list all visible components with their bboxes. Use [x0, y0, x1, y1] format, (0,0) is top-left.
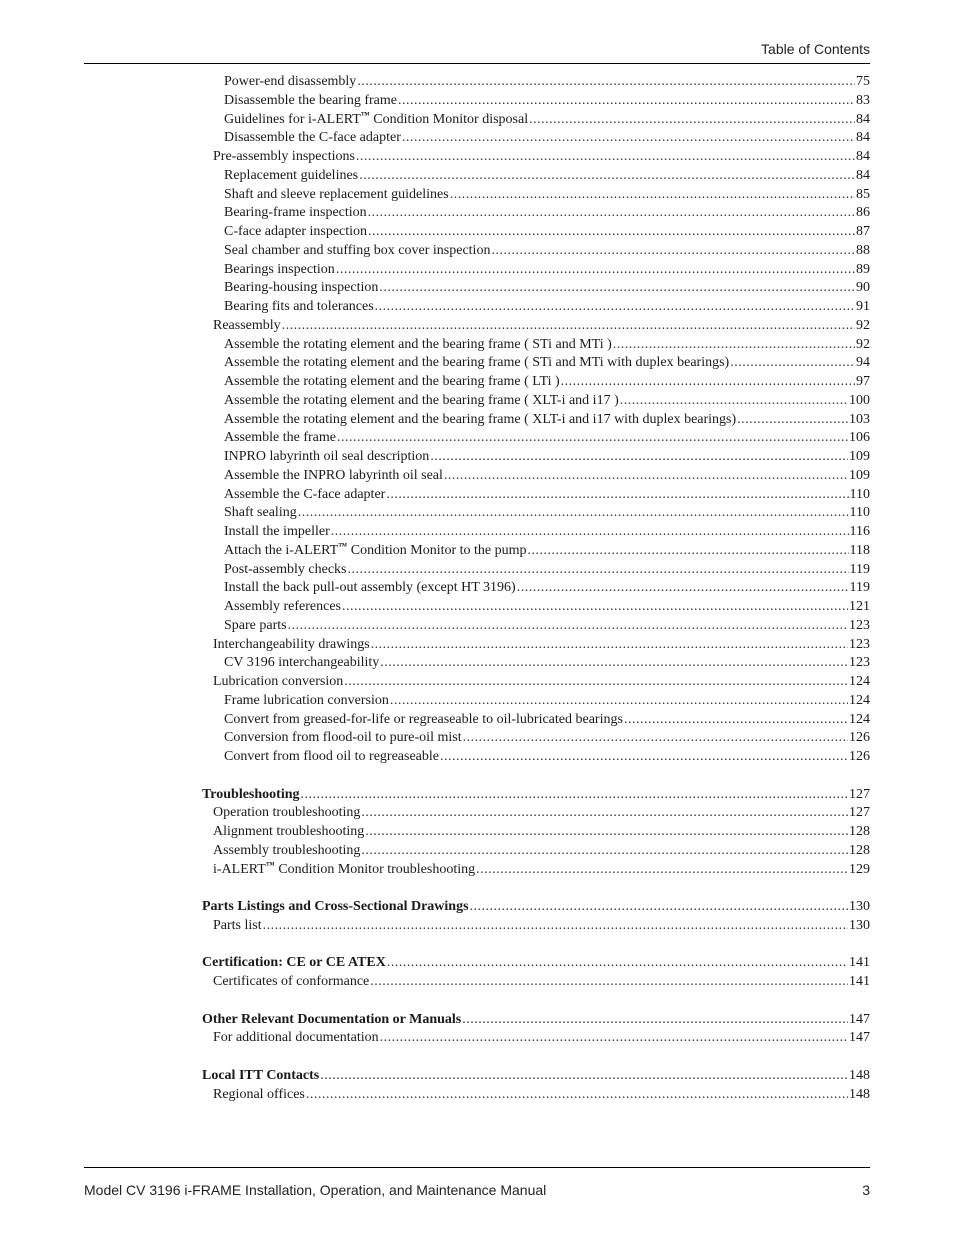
toc-entry-page-number: 86 [856, 205, 870, 221]
toc-entry-page-number: 106 [849, 430, 870, 446]
toc-entry[interactable] [224, 654, 870, 672]
toc-entry[interactable] [202, 1011, 870, 1029]
toc-entry-label: CV 3196 interchangeability [224, 655, 380, 671]
toc-entry[interactable] [224, 429, 870, 447]
toc-dot-leader [450, 186, 855, 204]
toc-dot-leader [390, 692, 848, 710]
toc-entry-page-number: 123 [849, 636, 870, 652]
toc-entry-label: Attach the i-ALERT™ Condition Monitor to the pump [224, 541, 527, 558]
toc-dot-leader [470, 898, 848, 916]
toc-entry[interactable] [224, 486, 870, 504]
toc-dot-leader [402, 129, 855, 147]
toc-entry-page-number: 110 [849, 505, 870, 521]
toc-entry-page-number: 85 [856, 186, 870, 202]
toc-entry[interactable] [224, 336, 870, 354]
toc-entry-label: Assemble the rotating element and the bearing frame ( LTi ) [224, 374, 560, 389]
toc-entry-page-number: 124 [849, 674, 870, 689]
toc-dot-leader [561, 373, 855, 391]
toc-dot-leader [620, 392, 848, 410]
toc-dot-leader [529, 111, 855, 129]
toc-entry-page-number: 84 [856, 130, 870, 146]
toc-dot-leader [463, 729, 848, 747]
toc-entry[interactable] [213, 842, 870, 860]
toc-entry-page-number: 87 [856, 224, 870, 239]
toc-entry-page-number: 130 [849, 917, 870, 933]
toc-entry-page-number: 148 [849, 1086, 870, 1102]
toc-entry-page-number: 110 [849, 486, 870, 502]
toc-entry-label: Other Relevant Documentation or Manuals [202, 1011, 462, 1027]
toc-entry[interactable] [224, 523, 870, 541]
toc-entry-label: Power-end disassembly [224, 74, 357, 89]
toc-entry-page-number: 88 [856, 242, 870, 258]
toc-entry-label: Convert from flood oil to regreaseable [224, 749, 439, 764]
toc-entry-page-number: 129 [849, 861, 870, 877]
toc-entry-label: Assemble the rotating element and the bearing frame ( XLT-i and i17 ) [224, 392, 619, 408]
toc-dot-leader [375, 298, 855, 316]
toc-dot-leader [342, 598, 848, 616]
toc-entry[interactable] [224, 542, 870, 560]
toc-dot-leader [344, 673, 848, 691]
toc-entry-label: Parts Listings and Cross-Sectional Drawings [202, 899, 469, 914]
toc-entry[interactable] [224, 73, 870, 91]
toc-dot-leader [320, 1067, 848, 1085]
toc-entry[interactable] [224, 204, 870, 222]
toc-dot-leader [306, 1086, 848, 1104]
toc-entry-page-number: 127 [849, 786, 870, 802]
toc-entry-page-number: 119 [849, 580, 870, 596]
toc-entry-label: Replacement guidelines [224, 167, 359, 183]
toc-entry-page-number: 123 [849, 655, 870, 671]
toc-entry-page-number: 141 [849, 955, 870, 971]
toc-dot-leader [444, 467, 848, 485]
toc-entry[interactable] [224, 279, 870, 297]
toc-dot-leader [282, 317, 855, 335]
toc-dot-leader [368, 223, 855, 241]
toc-entry[interactable] [224, 411, 870, 429]
toc-entry[interactable] [224, 729, 870, 747]
toc-dot-leader [298, 504, 849, 522]
toc-entry-label: Shaft sealing [224, 505, 297, 521]
toc-dot-leader [517, 579, 849, 597]
toc-dot-leader [491, 242, 855, 260]
toc-dot-leader [331, 523, 849, 541]
toc-entry-page-number: 100 [849, 392, 870, 408]
toc-entry-label: Spare parts [224, 617, 287, 633]
toc-entry-label: Regional offices [213, 1086, 305, 1102]
toc-entry-label: Shaft and sleeve replacement guidelines [224, 186, 449, 202]
toc-entry-page-number: 130 [849, 899, 870, 914]
toc-dot-leader [613, 336, 855, 354]
toc-entry-label: Frame lubrication conversion [224, 692, 389, 708]
toc-entry[interactable] [224, 92, 870, 110]
toc-entry-label: Assemble the rotating element and the bearing frame ( STi and MTi with duplex bearings) [224, 355, 730, 371]
toc-entry[interactable] [213, 861, 870, 879]
toc-entry[interactable] [224, 167, 870, 185]
toc-dot-leader [365, 823, 848, 841]
toc-entry-page-number: 128 [849, 842, 870, 858]
toc-entry-label: Certificates of conformance [213, 974, 370, 989]
toc-entry-page-number: 84 [856, 167, 870, 183]
toc-entry-label: Reassembly [213, 317, 281, 333]
footer-manual-title: Model CV 3196 i-FRAME Installation, Operation, and Maintenance Manual [84, 1182, 547, 1198]
toc-entry-page-number: 121 [849, 599, 870, 614]
toc-entry-page-number: 123 [849, 617, 870, 633]
toc-entry-label: Conversion from flood-oil to pure-oil mist [224, 730, 462, 746]
toc-dot-leader [347, 561, 848, 579]
toc-dot-leader [336, 261, 855, 279]
toc-entry[interactable] [224, 748, 870, 766]
toc-entry[interactable] [213, 148, 870, 166]
toc-dot-leader [368, 204, 855, 222]
toc-dot-leader [440, 748, 848, 766]
toc-entry[interactable] [213, 823, 870, 841]
toc-dot-leader [371, 636, 848, 654]
toc-entry-label: Troubleshooting [202, 786, 300, 802]
toc-entry-label: i-ALERT™ Condition Monitor troubleshooting [213, 860, 476, 877]
toc-dot-leader [380, 654, 848, 672]
toc-entry-page-number: 97 [856, 374, 870, 389]
toc-entry[interactable] [202, 954, 870, 972]
toc-entry[interactable] [224, 561, 870, 579]
toc-entry-label: Seal chamber and stuffing box cover inspection [224, 242, 491, 258]
toc-entry-label: Install the back pull-out assembly (except HT 3196) [224, 580, 516, 596]
toc-entry-label: Bearings inspection [224, 261, 335, 277]
toc-dot-leader [462, 1011, 848, 1029]
toc-entry-page-number: 118 [849, 542, 870, 558]
toc-entry-label: Lubrication conversion [213, 674, 344, 689]
toc-entry-label: Alignment troubleshooting [213, 824, 365, 839]
page-footer [84, 1167, 870, 1198]
toc-dot-leader [430, 448, 848, 466]
toc-entry[interactable] [213, 917, 870, 935]
toc-entry[interactable] [224, 617, 870, 635]
toc-entry-label: Disassemble the C-face adapter [224, 130, 401, 146]
header-title: Table of Contents [761, 41, 870, 57]
footer-page-number: 3 [862, 1182, 870, 1198]
toc-entry[interactable] [213, 1029, 870, 1047]
toc-entry[interactable] [224, 392, 870, 410]
toc-entry[interactable] [224, 223, 870, 241]
toc-entry-label: INPRO labyrinth oil seal description [224, 449, 430, 464]
toc-entry-page-number: 116 [849, 524, 870, 539]
toc-entry-label: Assemble the C-face adapter [224, 486, 386, 502]
toc-entry-page-number: 128 [849, 824, 870, 839]
toc-entry[interactable] [224, 111, 870, 129]
toc-entry-label: Assemble the rotating element and the bearing frame ( XLT-i and i17 with duplex bearings) [224, 411, 737, 427]
toc-entry-label: Assembly references [224, 599, 342, 614]
toc-entry-page-number: 84 [856, 149, 870, 164]
toc-entry-page-number: 124 [849, 711, 870, 727]
toc-entry[interactable] [224, 579, 870, 597]
toc-entry-page-number: 92 [856, 336, 870, 352]
toc-entry[interactable] [202, 1067, 870, 1085]
toc-entry-label: Disassemble the bearing frame [224, 92, 397, 108]
toc-entry-page-number: 91 [856, 299, 870, 314]
toc-dot-leader [476, 861, 848, 879]
toc-entry[interactable] [224, 129, 870, 147]
toc-entry-label: Convert from greased-for-life or regreaseable to oil-lubricated bearings [224, 711, 623, 727]
toc-dot-leader [387, 954, 848, 972]
toc-dot-leader [357, 73, 855, 91]
toc-entry-page-number: 109 [849, 449, 870, 464]
toc-entry-page-number: 75 [856, 74, 870, 89]
toc-dot-leader [730, 354, 855, 372]
toc-entry-label: Bearing fits and tolerances [224, 299, 374, 314]
toc-entry-label: Bearing-frame inspection [224, 205, 367, 221]
toc-entry-page-number: 141 [849, 974, 870, 989]
toc-entry-label: Assembly troubleshooting [213, 842, 361, 858]
toc-entry[interactable] [213, 317, 870, 335]
toc-entry-page-number: 92 [856, 317, 870, 333]
toc-entry-label: C-face adapter inspection [224, 224, 368, 239]
toc-dot-leader [263, 917, 848, 935]
toc-dot-leader [359, 167, 855, 185]
toc-dot-leader [624, 711, 848, 729]
toc-dot-leader [361, 842, 848, 860]
toc-entry[interactable] [224, 373, 870, 391]
toc-dot-leader [386, 486, 848, 504]
toc-entry-page-number: 103 [849, 411, 870, 427]
toc-entry[interactable] [224, 186, 870, 204]
toc-entry[interactable] [224, 467, 870, 485]
toc-dot-leader [380, 1029, 848, 1047]
toc-entry[interactable] [213, 804, 870, 822]
toc-dot-leader [301, 786, 848, 804]
toc-entry-page-number: 90 [856, 280, 870, 296]
toc-entry-label: Post-assembly checks [224, 561, 347, 577]
toc-dot-leader [528, 542, 849, 560]
toc-entry-label: Certification: CE or CE ATEX [202, 955, 386, 971]
toc-entry[interactable] [224, 242, 870, 260]
toc-entry-page-number: 83 [856, 92, 870, 108]
toc-dot-leader [379, 279, 855, 297]
toc-entry-page-number: 109 [849, 467, 870, 483]
toc-entry[interactable] [224, 448, 870, 466]
toc-entry[interactable] [224, 598, 870, 616]
toc-entry[interactable] [202, 898, 870, 916]
toc-entry-page-number: 84 [856, 111, 870, 127]
toc-entry-label: Parts list [213, 917, 262, 933]
toc-entry[interactable] [224, 504, 870, 522]
toc-entry[interactable] [213, 636, 870, 654]
toc-entry[interactable] [224, 354, 870, 372]
toc-entry[interactable] [224, 298, 870, 316]
toc-entry[interactable] [224, 692, 870, 710]
toc-entry[interactable] [213, 673, 870, 691]
toc-dot-leader [737, 411, 848, 429]
toc-entry-label: Guidelines for i-ALERT™ Condition Monitor disposal [224, 110, 529, 127]
toc-entry-label: Assemble the frame [224, 430, 336, 446]
toc-entry[interactable] [224, 711, 870, 729]
toc-entry-page-number: 126 [849, 749, 870, 764]
toc-entry-page-number: 147 [849, 1011, 870, 1027]
toc-entry-page-number: 124 [849, 692, 870, 708]
toc-entry-page-number: 126 [849, 730, 870, 746]
toc-entry-label: Bearing-housing inspection [224, 280, 379, 296]
toc-entry[interactable] [224, 261, 870, 279]
toc-dot-leader [370, 973, 848, 991]
toc-entry-label: Pre-assembly inspections [213, 149, 355, 164]
toc-dot-leader [398, 92, 855, 110]
toc-entry-label: Interchangeability drawings [213, 636, 370, 652]
toc-dot-leader [361, 804, 848, 822]
toc-entry[interactable] [213, 973, 870, 991]
toc-entry-label: For additional documentation [213, 1030, 379, 1046]
toc-entry-page-number: 119 [849, 561, 870, 577]
toc-entry-page-number: 127 [849, 805, 870, 821]
toc-entry[interactable] [202, 786, 870, 804]
toc-dot-leader [288, 617, 848, 635]
toc-entry-label: Assemble the INPRO labyrinth oil seal [224, 467, 443, 483]
toc-entry-page-number: 148 [849, 1067, 870, 1083]
toc-entry-page-number: 147 [849, 1030, 870, 1046]
toc-dot-leader [356, 148, 855, 166]
toc-entry-page-number: 89 [856, 261, 870, 277]
toc-entry-label: Install the impeller [224, 524, 330, 539]
page-header [84, 40, 870, 64]
toc-entry-label: Assemble the rotating element and the bearing frame ( STi and MTi ) [224, 336, 612, 352]
toc-entry-label: Operation troubleshooting [213, 805, 361, 821]
toc-dot-leader [337, 429, 848, 447]
toc-entry-label: Local ITT Contacts [202, 1067, 320, 1083]
toc-entry[interactable] [213, 1086, 870, 1104]
toc-entry-page-number: 94 [856, 355, 870, 371]
